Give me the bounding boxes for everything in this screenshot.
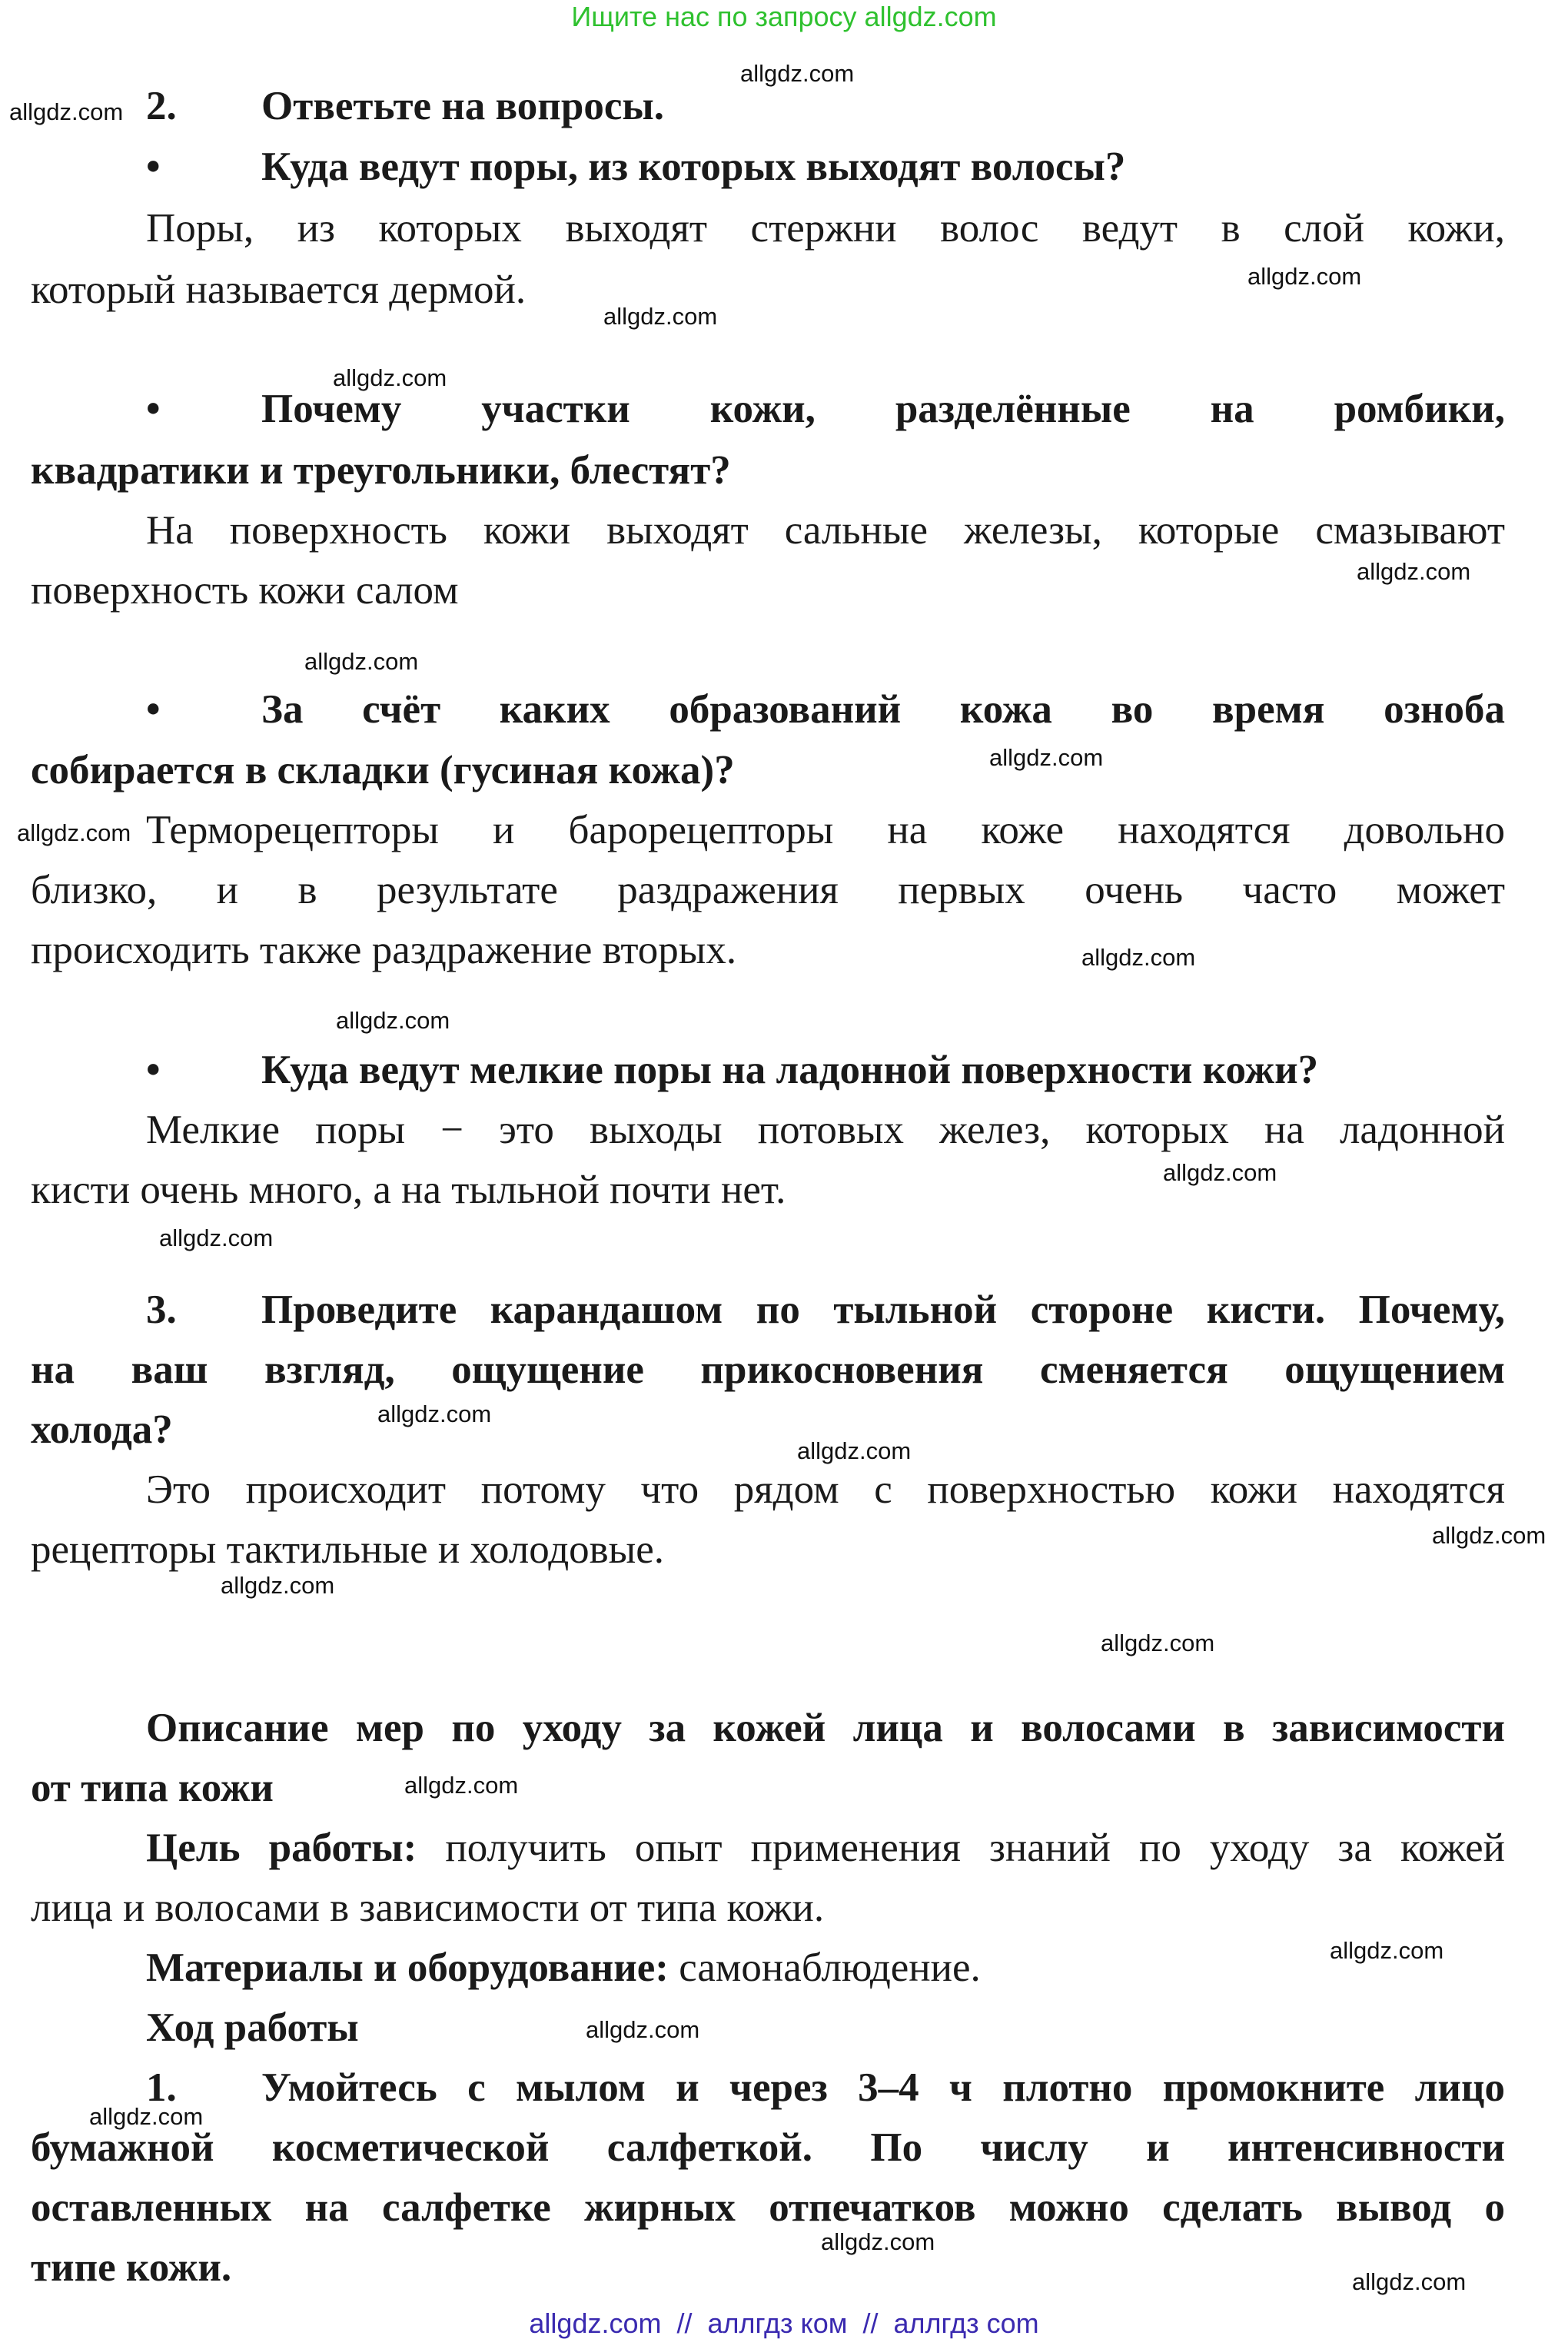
answer-text: Терморецепторы и барорецепторы на коже находятся довольно (146, 808, 1505, 852)
step-text: типе кожи. (31, 2245, 232, 2290)
answer-text: На поверхность кожи выходят сальные железы, которые смазывают (146, 508, 1505, 553)
progress-heading: Ход работы (146, 2005, 359, 2050)
answer-text: поверхность кожи салом (31, 568, 459, 613)
watermark: allgdz.com (159, 1224, 274, 1251)
step-text: Умойтесь с мылом и через 3–4 ч плотно промокните лицо (261, 2065, 1505, 2110)
answer-text: Поры, из которых выходят стержни волос ведут в слой кожи, (146, 206, 1505, 251)
question-text: За счёт каких образований кожа во время озноба (261, 687, 1505, 732)
question-text: на ваш взгляд, ощущение прикосновения сменяется ощущением (31, 1347, 1505, 1392)
answer-text: рецепторы тактильные и холодовые. (31, 1527, 665, 1572)
step-number: 1. (146, 2065, 177, 2110)
watermark: allgdz.com (1163, 1159, 1277, 1186)
goal-label: Цель работы: (146, 1826, 417, 1870)
search-banner: Ищите нас по запросу allgdz.com (571, 1, 997, 32)
footer-separator: // (676, 2307, 693, 2339)
watermark: allgdz.com (304, 648, 419, 675)
question-text: холода? (31, 1407, 173, 1452)
watermark: allgdz.com (586, 2016, 700, 2043)
answer-text: кисти очень много, а на тыльной почти нет. (31, 1168, 786, 1212)
watermark: allgdz.com (989, 744, 1104, 771)
goal-text: получить опыт применения знаний по уходу за кожей (445, 1826, 1506, 1870)
question-number: 2. (146, 84, 177, 128)
step-text: оставленных на салфетке жирных отпечатков можно сделать вывод о (31, 2185, 1505, 2230)
materials-label: Материалы и оборудование: (146, 1945, 669, 1990)
footer-link[interactable]: аллгдз com (893, 2307, 1039, 2339)
watermark: allgdz.com (1432, 1522, 1546, 1549)
watermark: allgdz.com (1352, 2268, 1467, 2295)
watermark: allgdz.com (797, 1437, 912, 1464)
materials-text: самонаблюдение. (679, 1945, 981, 1990)
goal-text: лица и волосами в зависимости от типа кожи. (31, 1885, 825, 1930)
section-title: Ответьте на вопросы. (261, 84, 664, 128)
watermark: allgdz.com (740, 60, 855, 87)
watermark: allgdz.com (603, 303, 718, 330)
watermark: allgdz.com (9, 98, 124, 125)
bullet: • (146, 387, 161, 431)
watermark: allgdz.com (1081, 944, 1196, 971)
footer-separator: // (862, 2307, 879, 2339)
bullet: • (146, 145, 161, 189)
watermark: allgdz.com (1247, 263, 1362, 290)
watermark: allgdz.com (1357, 558, 1471, 585)
watermark: allgdz.com (377, 1400, 492, 1427)
answer-text: происходить также раздражение вторых. (31, 928, 737, 972)
materials-line (146, 1938, 1505, 1998)
watermark: allgdz.com (404, 1772, 519, 1799)
question-number: 3. (146, 1287, 177, 1332)
work-title: Описание мер по уходу за кожей лица и волосами в зависимости (146, 1706, 1505, 1750)
question-text: квадратики и треугольники, блестят? (31, 448, 731, 493)
question-text: собирается в складки (гусиная кожа)? (31, 748, 735, 792)
question-text: Почему участки кожи, разделённые на ромбики, (261, 387, 1505, 431)
bullet: • (146, 1048, 161, 1092)
footer-link[interactable]: аллгдз ком (707, 2307, 848, 2339)
watermark: allgdz.com (1330, 1937, 1444, 1964)
footer-links (0, 2308, 1568, 2339)
answer-text: Мелкие поры − это выходы потовых желез, которых на ладонной (146, 1108, 1505, 1152)
answer-text: близко, и в результате раздражения первых очень часто может (31, 868, 1505, 912)
footer-link[interactable]: allgdz.com (529, 2307, 662, 2339)
answer-text: который называется дермой. (31, 267, 527, 312)
question-text: Куда ведут поры, из которых выходят волосы? (261, 145, 1126, 189)
goal-line (146, 1818, 1505, 1878)
watermark: allgdz.com (333, 364, 447, 391)
watermark: allgdz.com (821, 2228, 935, 2255)
watermark: allgdz.com (1101, 1630, 1215, 1656)
answer-text: Это происходит потому что рядом с поверхностью кожи находятся (146, 1467, 1505, 1512)
watermark: allgdz.com (17, 819, 131, 846)
question-text: Проведите карандашом по тыльной стороне кисти. Почему, (261, 1287, 1505, 1332)
watermark: allgdz.com (336, 1007, 450, 1034)
question-text: Куда ведут мелкие поры на ладонной поверхности кожи? (261, 1048, 1319, 1092)
watermark: allgdz.com (89, 2103, 204, 2130)
work-title: от типа кожи (31, 1766, 274, 1810)
bullet: • (146, 687, 161, 732)
step-text: бумажной косметической салфеткой. По числу и интенсивности (31, 2125, 1505, 2170)
watermark: allgdz.com (221, 1572, 335, 1599)
